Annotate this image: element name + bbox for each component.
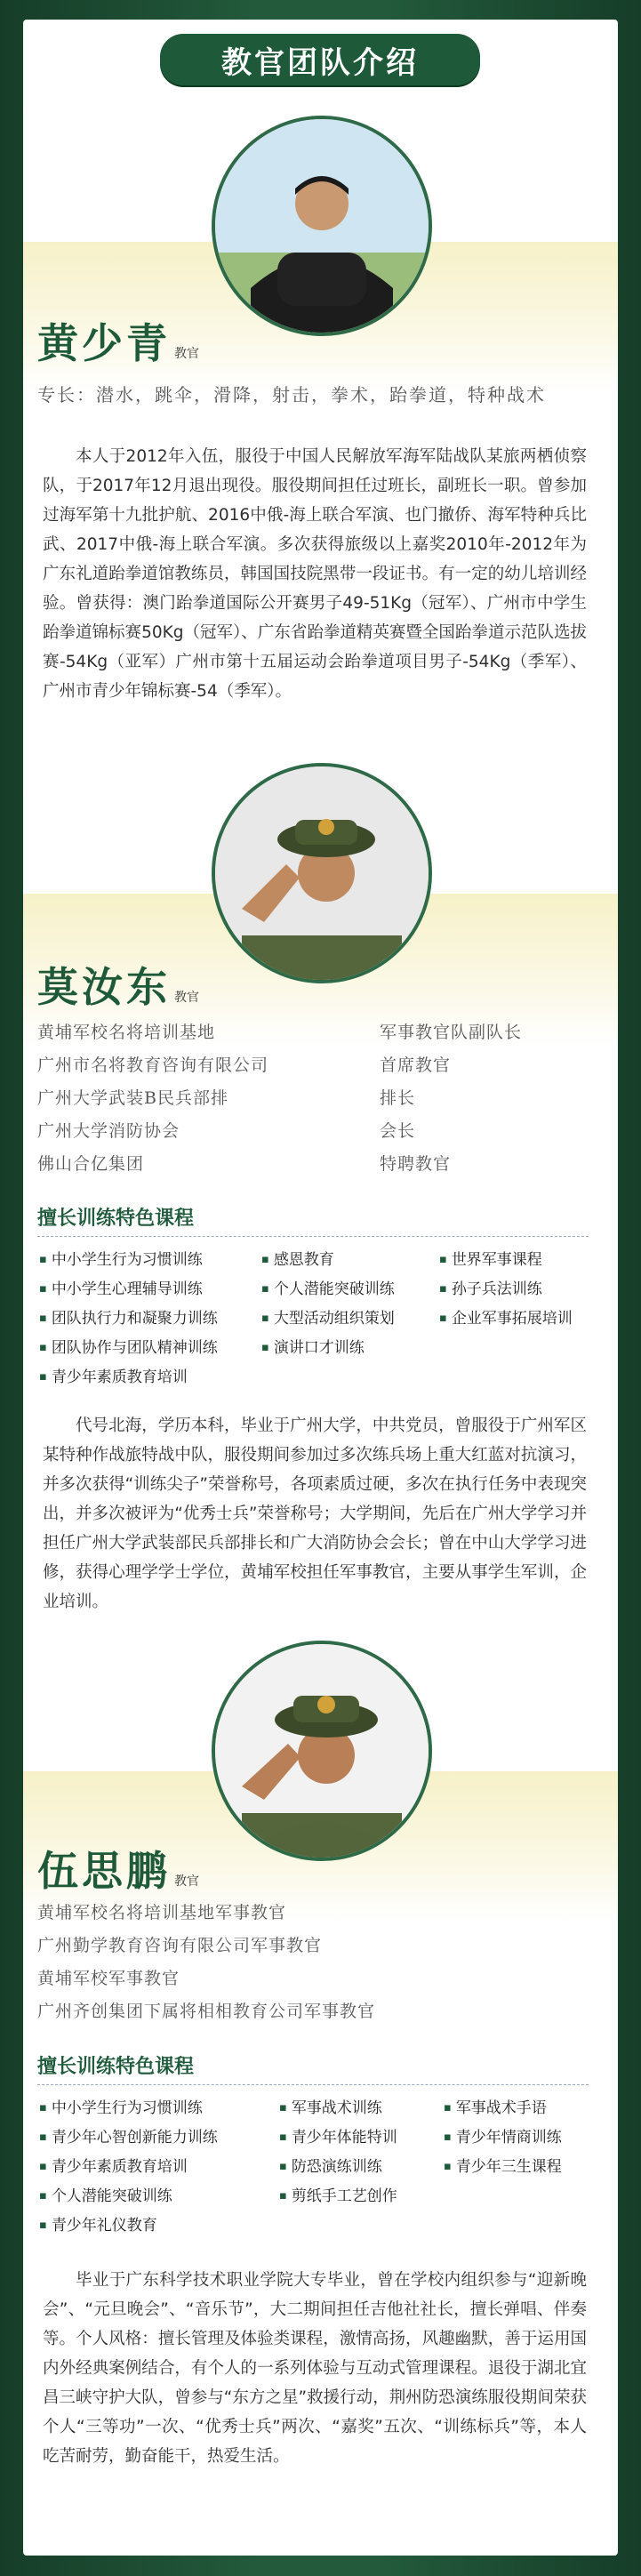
role-position: 会长 xyxy=(380,1121,416,1141)
course-item: ▪ 大型活动组织策划 xyxy=(261,1305,395,1328)
role-line: 广州勤学教育咨询有限公司军事教官 xyxy=(37,1936,323,1955)
instructor-roles xyxy=(37,1899,571,2031)
instructor-name xyxy=(37,1839,199,1898)
role-org: 黄埔军校名将培训基地 xyxy=(37,1023,216,1042)
course-item: ▪ 企业军事拓展培训 xyxy=(439,1305,573,1328)
role-org: 广州市名将教育咨询有限公司 xyxy=(37,1055,269,1075)
instructor-bio: 毕业于广东科学技术职业学院大专毕业，曾在学校内组织参与“迎新晚会”、“元旦晚会”、“音乐节”，大二期间担任吉他社社长，擅长弹唱、伴奏等。个人风格：擅长管理及体验类课程，激情高扬，风趣幽默，善于运用国内外经典案例结合，有个人的一系列体验与互动式管理课程。退役于湖北宜昌三峡守护大队，曾参与“东方之星”救援行动，荆州防恐演练服役期间荣获个人“三等功”一次、“优秀士兵”两次、“嘉奖”五次、“训练标兵”等，本人吃苦耐劳，勤奋能干，热爱生活。 xyxy=(43,2271,587,2466)
role-line: 黄埔军校军事教官 xyxy=(37,1969,180,1988)
role-row xyxy=(37,1019,571,1052)
instructor-photo-wu xyxy=(212,1641,432,1861)
course-item: ▪ 孙子兵法训练 xyxy=(439,1276,542,1298)
course-item: ▪ 中小学生行为习惯训练 xyxy=(39,2095,203,2117)
instructor-bio: 本人于2012年入伍，服役于中国人民解放军海军陆战队某旅两栖侦察队，于2017年12月退出现役。服役期间担任过班长，副班长一职。曾参加过海军第十九批护航、2016中俄-海上联合军演、也门撤侨、海军特种兵比武、2017中俄-海上联合军演。多次获得旅级以上嘉奖2010年-2012年为广东礼道跆拳道馆教练员，韩国国技院黑带一段证书。有一定的幼儿培训经验。曾获得：澳门跆拳道国际公开赛男子49-51Kg（冠军）、广州市中学生跆拳道锦标赛50Kg（冠军）、广东省跆拳道精英赛暨全国跆拳道示范队选拔赛-54Kg（亚军）广州市第十五届运动会跆拳道项目男子-54Kg（季军）、广州市青少年锦标赛-54（季军）。 xyxy=(43,447,587,701)
course-item: ▪ 青少年礼仪教育 xyxy=(39,2212,157,2235)
role-org: 佛山合亿集团 xyxy=(37,1154,145,1174)
instructor-title: 教官 xyxy=(174,991,199,1005)
course-item: ▪ 个人潜能突破训练 xyxy=(261,1276,395,1298)
instructor-name xyxy=(37,311,199,370)
courses-heading: 擅长训练特色课程 xyxy=(37,1208,195,1230)
course-item: ▪ 青少年素质教育培训 xyxy=(39,2154,188,2176)
course-item: ▪ 中小学生行为习惯训练 xyxy=(39,1247,203,1269)
course-item: ▪ 感恩教育 xyxy=(261,1247,334,1269)
instructor-roles xyxy=(37,1019,571,1184)
course-item: ▪ 个人潜能突破训练 xyxy=(39,2183,172,2205)
course-item: ▪ 青少年情商训练 xyxy=(444,2124,562,2147)
instructor-bio: 代号北海，学历本科，毕业于广州大学，中共党员，曾服役于广州军区某特种作战旅特战中队，服役期间参加过多次练兵场上重大红蓝对抗演习，并多次获得“训练尖子”荣誉称号，各项素质过硬，多次在执行任务中表现突出，并多次被评为“优秀士兵”荣誉称号；大学期间，先后在广州大学学习并担任广州大学武装部民兵部排长和广大消防协会会长；曾在中山大学学习进修，获得心理学学士学位，黄埔军校担任军事教官，主要从事学生军训，企业培训。 xyxy=(43,1416,587,1611)
instructor-photo-mo xyxy=(212,763,432,983)
course-item: ▪ 团队协作与团队精神训练 xyxy=(39,1335,218,1357)
course-item: ▪ 军事战术手语 xyxy=(444,2095,547,2117)
instructor-name xyxy=(37,955,199,1014)
role-position: 首席教官 xyxy=(380,1055,452,1075)
course-item: ▪ 青少年素质教育培训 xyxy=(39,1364,188,1386)
instructor-specialty: 专长：潜水，跳伞，滑降，射击，拳术，跆拳道，特种战术 xyxy=(37,384,546,405)
course-item: ▪ 防恐演练训练 xyxy=(279,2154,382,2176)
instructor-photo-huang xyxy=(212,116,432,336)
instructor-name-text: 莫汝东 xyxy=(37,963,171,1011)
course-item: ▪ 剪纸手工艺创作 xyxy=(279,2183,397,2205)
course-item: ▪ 青少年心智创新能力训练 xyxy=(39,2124,218,2147)
course-item: ▪ 青少年三生课程 xyxy=(444,2154,562,2176)
role-row xyxy=(37,1085,571,1118)
role-org: 广州大学消防协会 xyxy=(37,1121,180,1141)
role-row xyxy=(37,1151,571,1184)
page-title: 教官团队介绍 xyxy=(160,34,480,85)
instructor-title: 教官 xyxy=(174,1874,199,1889)
instructor-name-text: 伍思鹏 xyxy=(37,1847,171,1895)
course-item: ▪ 团队执行力和凝聚力训练 xyxy=(39,1305,218,1328)
role-row xyxy=(37,1965,571,1998)
role-position: 军事教官队副队长 xyxy=(380,1023,523,1042)
role-row xyxy=(37,1998,571,2031)
course-item: ▪ 演讲口才训练 xyxy=(261,1335,365,1357)
role-row xyxy=(37,1118,571,1151)
course-item: ▪ 军事战术训练 xyxy=(279,2095,382,2117)
course-item: ▪ 青少年体能特训 xyxy=(279,2124,397,2147)
courses-heading: 擅长训练特色课程 xyxy=(37,2056,195,2078)
role-row xyxy=(37,1932,571,1965)
role-org: 广州大学武装B民兵部排 xyxy=(37,1088,228,1108)
role-line: 黄埔军校名将培训基地军事教官 xyxy=(37,1903,287,1922)
role-row xyxy=(37,1052,571,1085)
role-row xyxy=(37,1899,571,1932)
course-item: ▪ 中小学生心理辅导训练 xyxy=(39,1276,203,1298)
role-line: 广州齐创集团下属将相相教育公司军事教官 xyxy=(37,2002,376,2021)
instructor-name-text: 黄少青 xyxy=(37,319,171,367)
divider xyxy=(37,1236,589,1237)
role-position: 特聘教官 xyxy=(380,1154,452,1174)
divider xyxy=(37,2084,589,2085)
role-position: 排长 xyxy=(380,1088,416,1108)
instructor-title: 教官 xyxy=(174,347,199,361)
course-item: ▪ 世界军事课程 xyxy=(439,1247,542,1269)
